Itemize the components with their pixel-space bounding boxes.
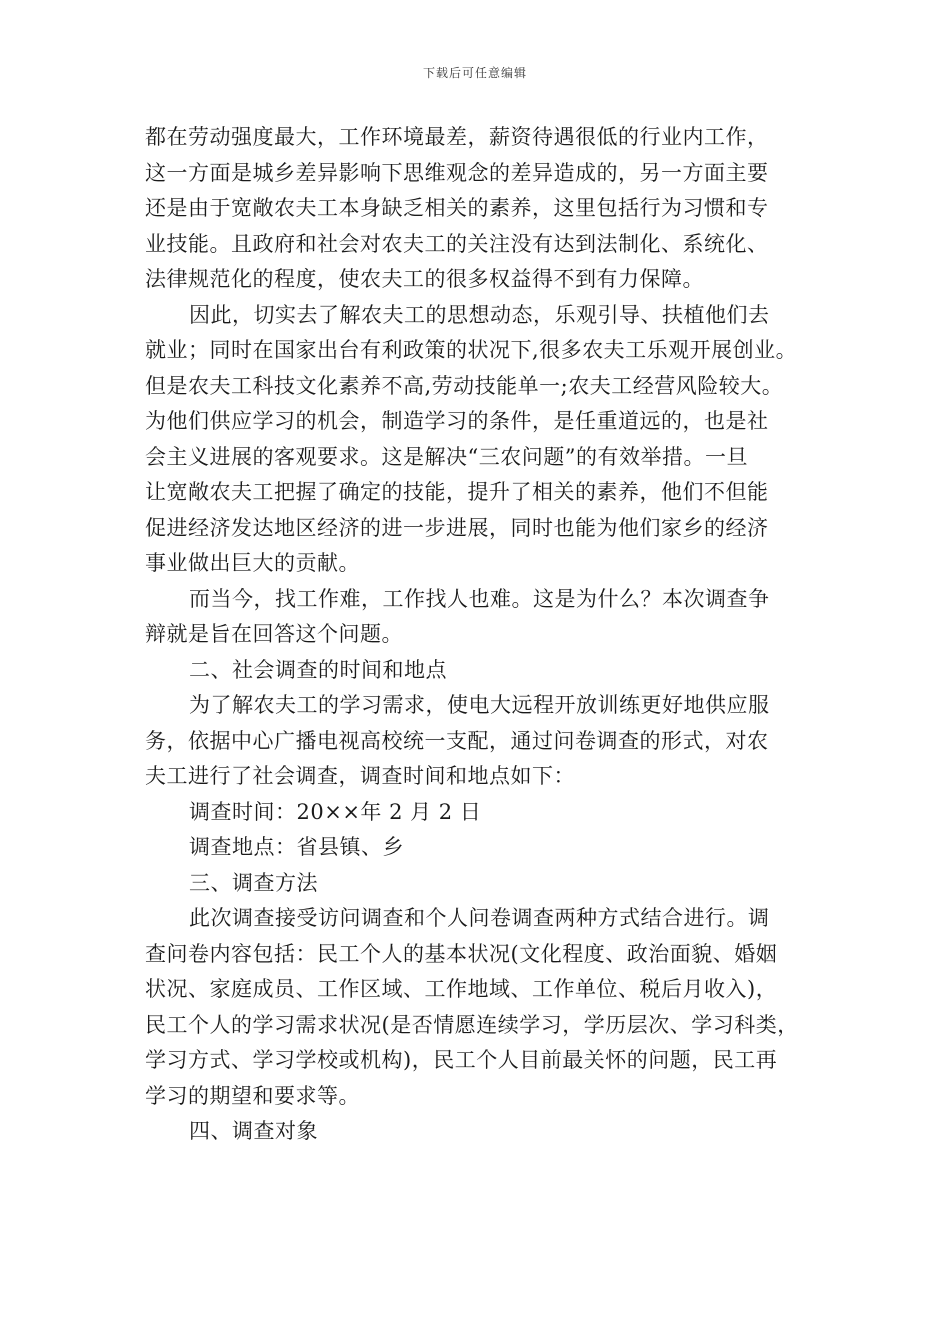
text-line: 学习的期望和要求等。: [145, 1083, 360, 1108]
text-line: 学习方式、学习学校或机构)，民工个人目前最关怀的问题，民工再: [145, 1048, 778, 1072]
text-line: 还是由于宽敞农夫工本身缺乏相关的素养，这里包括行为习惯和专: [145, 196, 769, 220]
document-body: [145, 120, 815, 1150]
text-line: 事业做出巨大的贡献。: [145, 551, 360, 575]
text-line: 调查时间：20××年 2 月 2 日: [189, 799, 482, 824]
text-line: 四、调查对象: [189, 1119, 318, 1143]
text-line: 业技能。且政府和社会对农夫工的关注没有达到法制化、系统化、: [145, 231, 769, 256]
text-line: 辩就是旨在回答这个问题。: [145, 622, 403, 646]
text-line: 民工个人的学习需求状况(是否情愿连续学习，学历层次、学习科类，: [145, 1012, 799, 1037]
text-line: 但是农夫工科技文化素养不高,劳动技能单一;农夫工经营风险较大。: [145, 373, 784, 398]
text-line: 而当今，找工作难，工作找人也难。这是为什么？本次调查争: [189, 586, 770, 611]
text-line: 为了解农夫工的学习需求，使电大远程开放训练更好地供应服: [189, 693, 770, 717]
text-line: 此次调查接受访问调查和个人问卷调查两种方式结合进行。调: [189, 906, 770, 930]
text-line: 会主义进展的客观要求。这是解决“三农问题”的有效举措。一旦: [145, 444, 748, 469]
text-line: 三、调查方法: [189, 870, 318, 895]
text-line: 二、社会调查的时间和地点: [189, 657, 447, 682]
text-line: 状况、家庭成员、工作区域、工作地域、工作单位、税后月收入)，: [145, 977, 778, 1001]
text-line: 夫工进行了社会调查，调查时间和地点如下：: [145, 764, 575, 788]
text-line: 调查地点：省县镇、乡: [189, 835, 404, 859]
text-line: 法律规范化的程度，使农夫工的很多权益得不到有力保障。: [145, 267, 704, 291]
page-header: 下载后可任意编辑: [422, 66, 527, 80]
text-line: 促进经济发达地区经济的进一步进展，同时也能为他们家乡的经济: [145, 515, 769, 540]
text-line: 因此，切实去了解农夫工的思想动态，乐观引导、扶植他们去: [189, 302, 770, 327]
text-line: 这一方面是城乡差异影响下思维观念的差异造成的，另一方面主要: [145, 160, 769, 185]
text-line: 为他们供应学习的机会，制造学习的条件，是任重道远的，也是社: [145, 409, 769, 433]
text-line: 就业；同时在国家出台有利政策的状况下,很多农夫工乐观开展创业。: [145, 338, 798, 362]
text-line: 查问卷内容包括：民工个人的基本状况(文化程度、政治面貌、婚姻: [145, 941, 778, 966]
text-line: 让宽敞农夫工把握了确定的技能，提升了相关的素养，他们不但能: [145, 480, 769, 504]
text-line: 务，依据中心广播电视高校统一支配，通过问卷调查的形式，对农: [145, 728, 769, 753]
text-line: 都在劳动强度最大，工作环境最差，薪资待遇很低的行业内工作，: [145, 125, 769, 149]
